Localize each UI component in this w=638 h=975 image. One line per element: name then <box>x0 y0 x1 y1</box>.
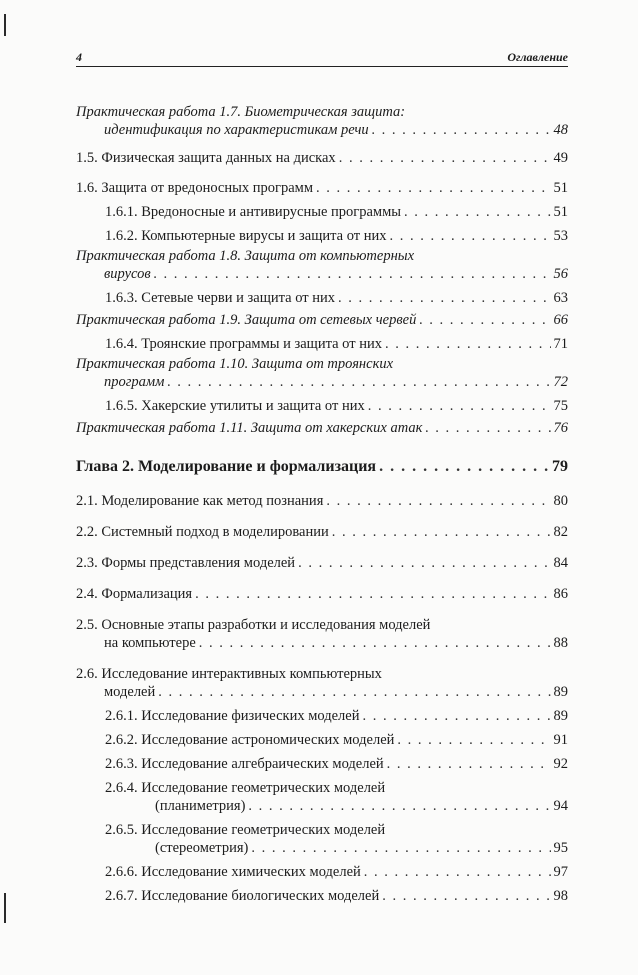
dot-leader <box>419 311 550 329</box>
toc-entry-text: 1.6.4. Троянские программы и защита от них <box>105 336 382 352</box>
toc-entry <box>76 665 568 701</box>
toc-entry-text: идентификация по характеристикам речи <box>104 122 369 138</box>
toc-entry-line: 2.6. Исследование интерактивных компьютерных <box>76 666 382 682</box>
dot-leader <box>385 335 551 353</box>
page-ref: 56 <box>553 266 568 282</box>
toc-entry <box>76 247 568 283</box>
toc-entry <box>76 397 568 415</box>
page-ref: 76 <box>553 420 568 436</box>
toc-entry <box>76 523 568 541</box>
toc-entry-line <box>76 458 568 476</box>
page-ref: 80 <box>553 493 568 509</box>
toc-entry <box>76 355 568 391</box>
toc-entry <box>76 335 568 353</box>
page-ref: 79 <box>552 458 568 475</box>
toc-entry <box>76 179 568 197</box>
page-ref: 94 <box>553 798 568 814</box>
toc-entry-text: 2.6.7. Исследование биологических моделей <box>105 888 380 904</box>
dot-leader <box>298 554 550 572</box>
page-number: 4 <box>76 50 82 64</box>
toc-entry-line <box>105 397 568 415</box>
toc-entry-line: Практическая работа 1.8. Защита от компьютерных <box>76 248 415 264</box>
toc-entry <box>76 311 568 329</box>
toc-entry-text: 1.6.5. Хакерские утилиты и защита от них <box>105 398 365 414</box>
toc-entry <box>76 779 568 815</box>
toc-entry-text: вирусов <box>104 266 151 282</box>
toc-entry <box>76 707 568 725</box>
page-ref: 98 <box>553 888 568 904</box>
toc-entry-text: 2.6.3. Исследование алгебраических моделей <box>105 756 384 772</box>
toc-chapter-entry <box>76 458 568 476</box>
dot-leader <box>316 179 551 197</box>
dot-leader <box>158 683 550 701</box>
toc-entry <box>76 887 568 905</box>
toc-entry-line <box>105 289 568 307</box>
dot-leader <box>332 523 551 541</box>
scan-edge-mark-bottom <box>4 893 6 923</box>
toc-entry <box>76 863 568 881</box>
dot-leader <box>248 797 550 815</box>
toc-entry <box>76 419 568 437</box>
dot-leader <box>404 203 551 221</box>
toc-entry <box>76 755 568 773</box>
toc-entry <box>76 821 568 857</box>
toc-entry-line <box>76 311 568 329</box>
page-ref: 51 <box>553 180 568 196</box>
toc-entry-line <box>76 265 568 283</box>
dot-leader <box>364 863 551 881</box>
toc-entry-text: 1.6.2. Компьютерные вирусы и защита от них <box>105 228 387 244</box>
page-ref: 75 <box>553 398 568 414</box>
dot-leader <box>199 634 551 652</box>
toc-entry-line <box>105 707 568 725</box>
dot-leader <box>154 265 551 283</box>
page-ref: 51 <box>553 204 568 220</box>
page-ref: 84 <box>553 555 568 571</box>
dot-leader <box>338 289 550 307</box>
toc-entry-line <box>105 203 568 221</box>
toc-entry <box>76 103 568 139</box>
page-ref: 91 <box>553 732 568 748</box>
toc-entry <box>76 203 568 221</box>
toc-entry-line: 2.5. Основные этапы разработки и исследования моделей <box>76 617 431 633</box>
toc-entry-line <box>76 419 568 437</box>
toc-entry <box>76 289 568 307</box>
toc-entry-line <box>105 227 568 245</box>
toc-entry-line <box>76 523 568 541</box>
page-ref: 86 <box>553 586 568 602</box>
page-ref: 48 <box>553 122 568 138</box>
dot-leader <box>379 458 549 476</box>
toc-entry-text: 1.6. Защита от вредоносных программ <box>76 180 313 196</box>
toc-entry-line: 2.6.5. Исследование геометрических моделей <box>105 822 386 838</box>
toc-entry-text: 1.6.3. Сетевые черви и защита от них <box>105 290 336 306</box>
toc-entry <box>76 585 568 603</box>
toc-entry-line <box>105 863 568 881</box>
dot-leader <box>368 397 551 415</box>
toc-entry <box>76 149 568 167</box>
dot-leader <box>167 373 550 391</box>
page-ref: 49 <box>553 150 568 166</box>
toc-entry <box>76 227 568 245</box>
toc-entry-text: моделей <box>104 684 156 700</box>
dot-leader <box>195 585 550 603</box>
page-ref: 63 <box>553 290 568 306</box>
toc-entry-line <box>76 149 568 167</box>
dot-leader <box>251 839 550 857</box>
toc-entry-line: Практическая работа 1.7. Биометрическая защита: <box>76 104 406 120</box>
dot-leader <box>382 887 550 905</box>
dot-leader <box>362 707 550 725</box>
toc-entry <box>76 554 568 572</box>
toc-entry-text: 1.5. Физическая защита данных на дисках <box>76 150 336 166</box>
table-of-contents <box>76 103 568 905</box>
toc-entry-line <box>76 492 568 510</box>
toc-entry-line <box>76 585 568 603</box>
toc-entry-line <box>76 179 568 197</box>
toc-entry-line <box>76 683 568 701</box>
toc-entry-line <box>76 121 568 139</box>
toc-entry <box>76 616 568 652</box>
dot-leader <box>425 419 550 437</box>
toc-entry-text: программ <box>104 374 165 390</box>
page-ref: 89 <box>553 708 568 724</box>
page-ref: 97 <box>553 864 568 880</box>
toc-entry-text: 1.6.1. Вредоносные и антивирусные программы <box>105 204 401 220</box>
dot-leader <box>339 149 551 167</box>
page-header <box>76 50 568 66</box>
page-ref: 95 <box>553 840 568 856</box>
dot-leader <box>390 227 551 245</box>
toc-entry-text: 2.3. Формы представления моделей <box>76 555 296 571</box>
dot-leader <box>387 755 551 773</box>
toc-entry-text: Практическая работа 1.11. Защита от хакерских атак <box>76 420 423 436</box>
toc-entry-line <box>105 839 568 857</box>
page-ref: 82 <box>553 524 568 540</box>
running-title: Оглавление <box>507 50 568 64</box>
toc-entry-line: 2.6.4. Исследование геометрических моделей <box>105 780 386 796</box>
toc-entry-text: 2.6.1. Исследование физических моделей <box>105 708 360 724</box>
toc-entry-text: (стереометрия) <box>155 840 249 856</box>
toc-entry-text: на компьютере <box>104 635 196 651</box>
page-ref: 89 <box>553 684 568 700</box>
toc-entry-text: 2.6.6. Исследование химических моделей <box>105 864 361 880</box>
toc-entry-text: 2.4. Формализация <box>76 586 193 602</box>
toc-entry-line <box>76 373 568 391</box>
page-ref: 92 <box>553 756 568 772</box>
toc-entry-line <box>105 731 568 749</box>
page-ref: 66 <box>553 312 568 328</box>
toc-entry-line <box>105 335 568 353</box>
toc-entry-text: Практическая работа 1.9. Защита от сетевых червей <box>76 312 417 328</box>
toc-entry-line: Практическая работа 1.10. Защита от троянских <box>76 356 394 372</box>
toc-entry <box>76 731 568 749</box>
scan-edge-mark-top <box>4 14 6 36</box>
toc-entry-text: 2.6.2. Исследование астрономических моделей <box>105 732 395 748</box>
page-ref: 88 <box>553 635 568 651</box>
dot-leader <box>397 731 550 749</box>
toc-entry-text: 2.1. Моделирование как метод познания <box>76 493 324 509</box>
page-ref: 72 <box>553 374 568 390</box>
header-rule <box>76 66 568 67</box>
chapter-title: Глава 2. Моделирование и формализация <box>76 458 377 475</box>
toc-entry-line <box>76 634 568 652</box>
dot-leader <box>326 492 550 510</box>
toc-entry-text: 2.2. Системный подход в моделировании <box>76 524 329 540</box>
toc-entry-line <box>105 887 568 905</box>
toc-entry-line <box>105 797 568 815</box>
dot-leader <box>372 121 551 139</box>
toc-entry-text: (планиметрия) <box>155 798 246 814</box>
toc-entry-line <box>105 755 568 773</box>
page-ref: 53 <box>553 228 568 244</box>
page-ref: 71 <box>553 336 568 352</box>
toc-entry-line <box>76 554 568 572</box>
toc-entry <box>76 492 568 510</box>
